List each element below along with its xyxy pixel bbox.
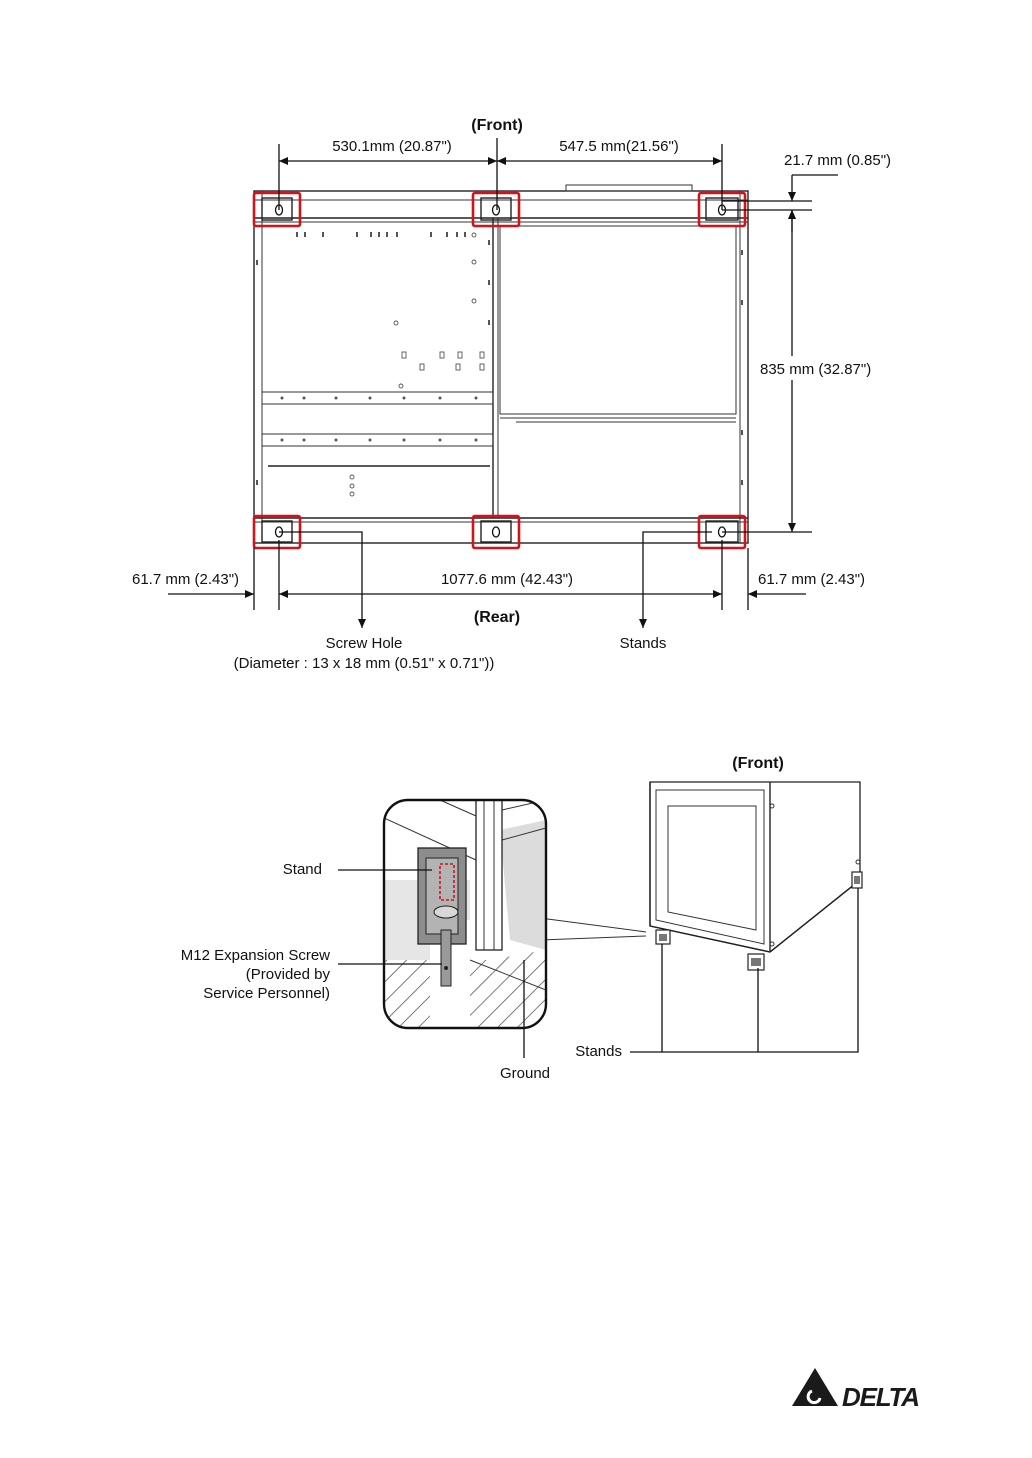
top-dimension-lines xyxy=(279,138,838,532)
dim-corner-label: 21.7 mm (0.85") xyxy=(784,152,892,169)
dim-width-label: 1077.6 mm (42.43") xyxy=(440,571,574,588)
cabinet-3d-view xyxy=(650,782,862,970)
stand-top-left xyxy=(254,193,300,226)
top-view-rear-label: (Rear) xyxy=(473,609,521,626)
ground-label: Ground xyxy=(499,1065,551,1082)
brand-name: DELTA xyxy=(842,1382,920,1412)
screw-label-line2: (Provided by xyxy=(245,966,330,983)
detail-inset xyxy=(384,800,546,1028)
top-view-stands-label: Stands xyxy=(619,635,667,652)
delta-logo xyxy=(792,1368,920,1412)
side-view-front-label: (Front) xyxy=(732,755,784,772)
screw-label-line3: Service Personnel) xyxy=(203,985,330,1002)
dim-top-right-label: 547.5 mm(21.56") xyxy=(559,138,679,155)
stand-label: Stand xyxy=(282,861,322,878)
dim-left-label: 61.7 mm (2.43") xyxy=(132,571,240,588)
dim-depth-label: 835 mm (32.87") xyxy=(760,361,872,378)
side-view-stands-label: Stands xyxy=(575,1043,622,1060)
screw-diameter-label: (Diameter : 13 x 18 mm (0.51" x 0.71")) xyxy=(233,655,495,672)
stand-top-middle xyxy=(473,193,519,226)
cabinet-outline xyxy=(254,191,748,543)
side-view-diagram xyxy=(181,755,862,1082)
screw-label-line1: M12 Expansion Screw xyxy=(180,947,330,964)
delta-triangle-icon xyxy=(792,1368,838,1406)
dim-top-left-label: 530.1mm (20.87") xyxy=(332,138,452,155)
screw-hole-label: Screw Hole xyxy=(325,635,403,652)
top-view-front-label: (Front) xyxy=(471,117,523,134)
top-view-diagram xyxy=(132,117,891,672)
dim-right-label: 61.7 mm (2.43") xyxy=(758,571,866,588)
